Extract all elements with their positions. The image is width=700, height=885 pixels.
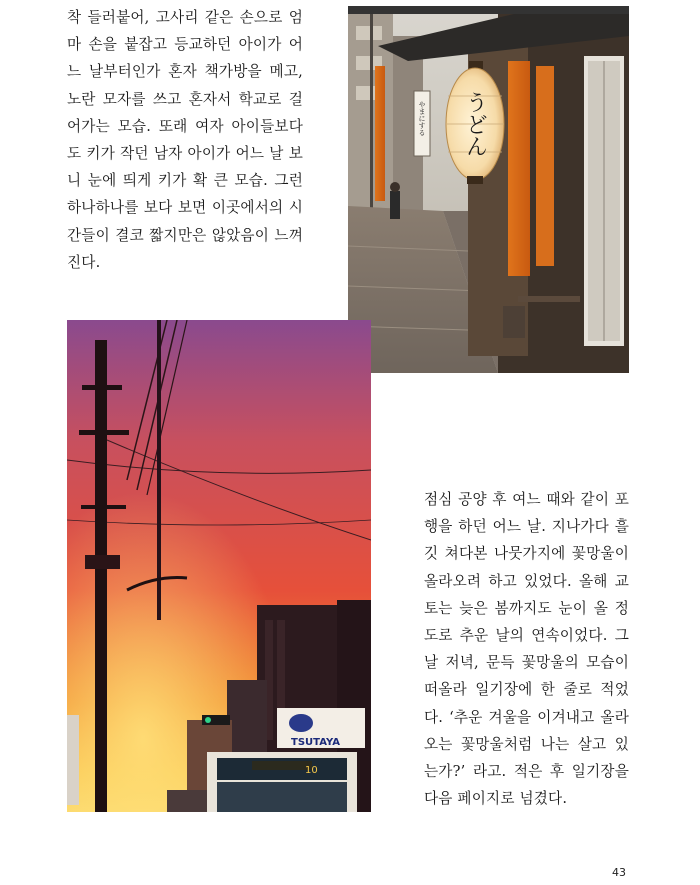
text-line: 올라오려 하고 있었다. 올해 교 (424, 572, 629, 590)
text-line: 떠올라 일기장에 한 줄로 적었 (424, 681, 629, 699)
tsutaya-sign-text: TSUTAYA (291, 737, 340, 748)
text-line: 간들이 결코 짧지만은 않았음이 느껴 (67, 226, 303, 244)
kyoto-street-photo (348, 6, 629, 373)
text-line: 는가?’ 라고. 적은 후 일기장을 (424, 763, 629, 781)
page-number: 43 (612, 866, 626, 879)
sunset-city-photo (67, 320, 371, 812)
paragraph-bottom-right (424, 486, 629, 812)
shop-sign-text: やまにする (418, 101, 426, 136)
text-line: 니 눈에 띄게 키가 확 큰 모습. 그런 (67, 172, 303, 190)
text-line: 도로 추운 날의 연속이었다. 그 (424, 627, 629, 645)
text-line: 느 날부터인가 혼자 책가방을 메고, (67, 63, 303, 81)
text-line: 진다. (67, 253, 101, 271)
text-line: 도 키가 작던 남자 아이가 어느 날 보 (67, 145, 303, 163)
text-line: 하나하나를 보다 보면 이곳에서의 시 (67, 199, 303, 217)
text-line: 다음 페이지로 넘겼다. (424, 790, 568, 808)
text-line: 날 저녁, 문득 꽃망울의 모습이 (424, 654, 629, 672)
text-line: 노란 모자를 쓰고 혼자서 학교로 걸 (67, 90, 303, 108)
paragraph-top-left (67, 4, 303, 276)
bus-number-display: 10 (305, 765, 318, 776)
text-line: 오는 꽃망울처럼 나는 살고 있 (424, 735, 629, 753)
text-line: 어가는 모습. 또래 여자 아이들보다 (67, 117, 303, 135)
text-line: 토는 늦은 봄까지도 눈이 올 정 (424, 599, 629, 617)
text-line: 깃 쳐다본 나뭇가지에 꽃망울이 (424, 545, 629, 563)
text-line: 점심 공양 후 여느 때와 같이 포 (424, 491, 629, 508)
text-line: 마 손을 붙잡고 등교하던 아이가 어 (67, 36, 303, 54)
text-line: 다. ‘추운 겨울을 이겨내고 올라 (424, 708, 629, 726)
lantern-udon-text: うどん (462, 91, 488, 157)
text-line: 행을 하던 어느 날. 지나가다 흘 (424, 518, 629, 536)
text-line: 착 들러붙어, 고사리 같은 손으로 엄 (67, 9, 303, 26)
